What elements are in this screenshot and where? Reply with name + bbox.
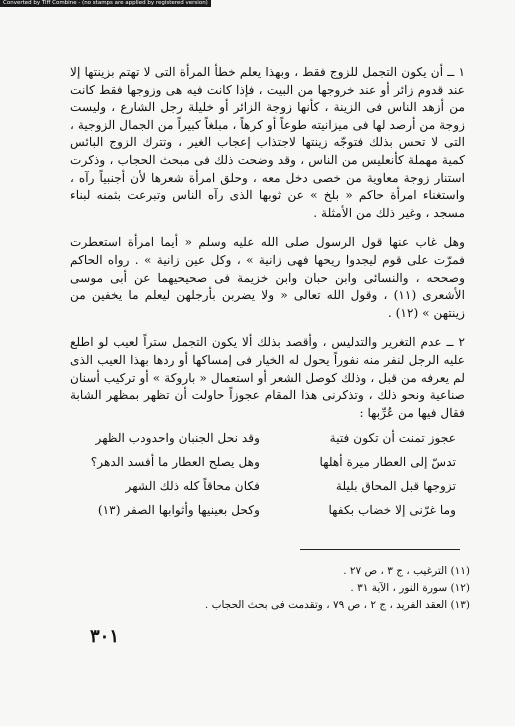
poem-hemistich-right: تزوجها قبل المحاق بليلة: [335, 479, 456, 493]
page-number: ٣٠١: [90, 626, 120, 647]
poem-hemistich-right: عجوز تمنت أن تكون فتية: [329, 431, 456, 445]
paragraph-2: وهل غاب عنها قول الرسول صلى الله عليه وسلم « أيما امرأة استعطرت فمرّت على قوم ليجدوا ريحها فهى زانية » ، وكل عين زانية » . رواه الحاكم وصححه ، والنسائى وابن حبان وابن خزيمة فى صحيحيهما عن أبى موسى الأشعرى (١١) ، وقول الله تعالى « ولا يضربن بأرجلهن ليعلم ما يخفين من زينتهن » (١٢) .: [70, 235, 465, 320]
paragraph-1: ١ ــ أن يكون التجمل للزوج فقط ، وبهذا يعلم خطأ المرأة التى لا تهتم بزينتها إلا عند قدوم زائر أو عند خروجها من البيت ، فإذا كانت فيه هى وزوجها فقط كانت من أزهد الناس فى الزينة ، كأنها زوجة الزائر أو خليلة رجل الشارع ، وليست زوجة من أرصد لها فى ميزانيته طوعاً أو كرهاً ، مبلغاً كبيراً من الجمال الزوجية ، التى لا تحس بذلك فتوجّه زينتها لاجتذاب إعجاب الغير ، وتترك الزوج البائس كمية مهملة كأنعليس من الناس ، وقد وضحت ذلك فى مبحث الحجاب ، وذكرت استنار زوجة معاوية من خصى دخل معه ، وحلق امرأة شعرها لأن أجنبياً رآه ، واستغناء امرأة حاكم « بلخ » عن ثوبها الذى رآه الناس وتبرعت بثمنه لبناء مسجد ، وغير ذلك من الأمثلة .: [70, 65, 465, 220]
poem-hemistich-left: فكان محاقاً كله ذلك الشهر: [125, 479, 260, 493]
footnote: (١١) الترغيب ، ج ٣ ، ص ٢٧ .: [343, 565, 470, 577]
footnote: (١٣) العقد الفريد ، ج ٢ ، ص ٧٩ ، وتقدمت فى بحث الحجاب .: [204, 599, 470, 611]
paragraph-3: ٢ ــ عدم التغرير والتدليس ، وأقصد بذلك ألا يكون التجمل ستراً لعيب لو اطلع عليه الرجل لنفر منه نفوراً يحول له الخيار فى إمساكها أو ردها بهذا العيب الذى لم يعرفه من قبل ، وذلك كوصل الشعر أو استعمال « باروكة » أو تركيب أسنان صناعية ونحو ذلك ، وتذكرنى هذا المقام عجوزاً حاولت أن تظهر بمظهر الشابة فقال فيها من عُرِّبها :: [70, 335, 465, 420]
poem-verse: [78, 450, 456, 474]
poem-verse: [78, 498, 456, 522]
poem-hemistich-left: وهل يصلح العطار ما أفسد الدهر؟: [90, 455, 260, 469]
poem: [78, 426, 456, 522]
footnote: (١٢) سورة النور ، الآية ٣١ .: [350, 582, 470, 594]
footnote-divider: [300, 549, 460, 550]
poem-verse: [78, 426, 456, 450]
poem-hemistich-right: وما غرّنى إلا خضاب بكفها: [328, 503, 456, 517]
poem-hemistich-right: تدسّ إلى العطار ميرة أهلها: [319, 455, 456, 469]
poem-verse: [78, 474, 456, 498]
poem-hemistich-left: وكحل بعينيها وأثوابها الصفر (١٣): [97, 503, 260, 517]
main-text: [70, 64, 465, 422]
poem-hemistich-left: وقد نحل الجنبان واحدودب الظهر: [95, 431, 260, 445]
footnotes: [180, 563, 470, 614]
converter-banner: Converted by Tiff Combine - (no stamps are applied by registered version): [0, 0, 211, 7]
